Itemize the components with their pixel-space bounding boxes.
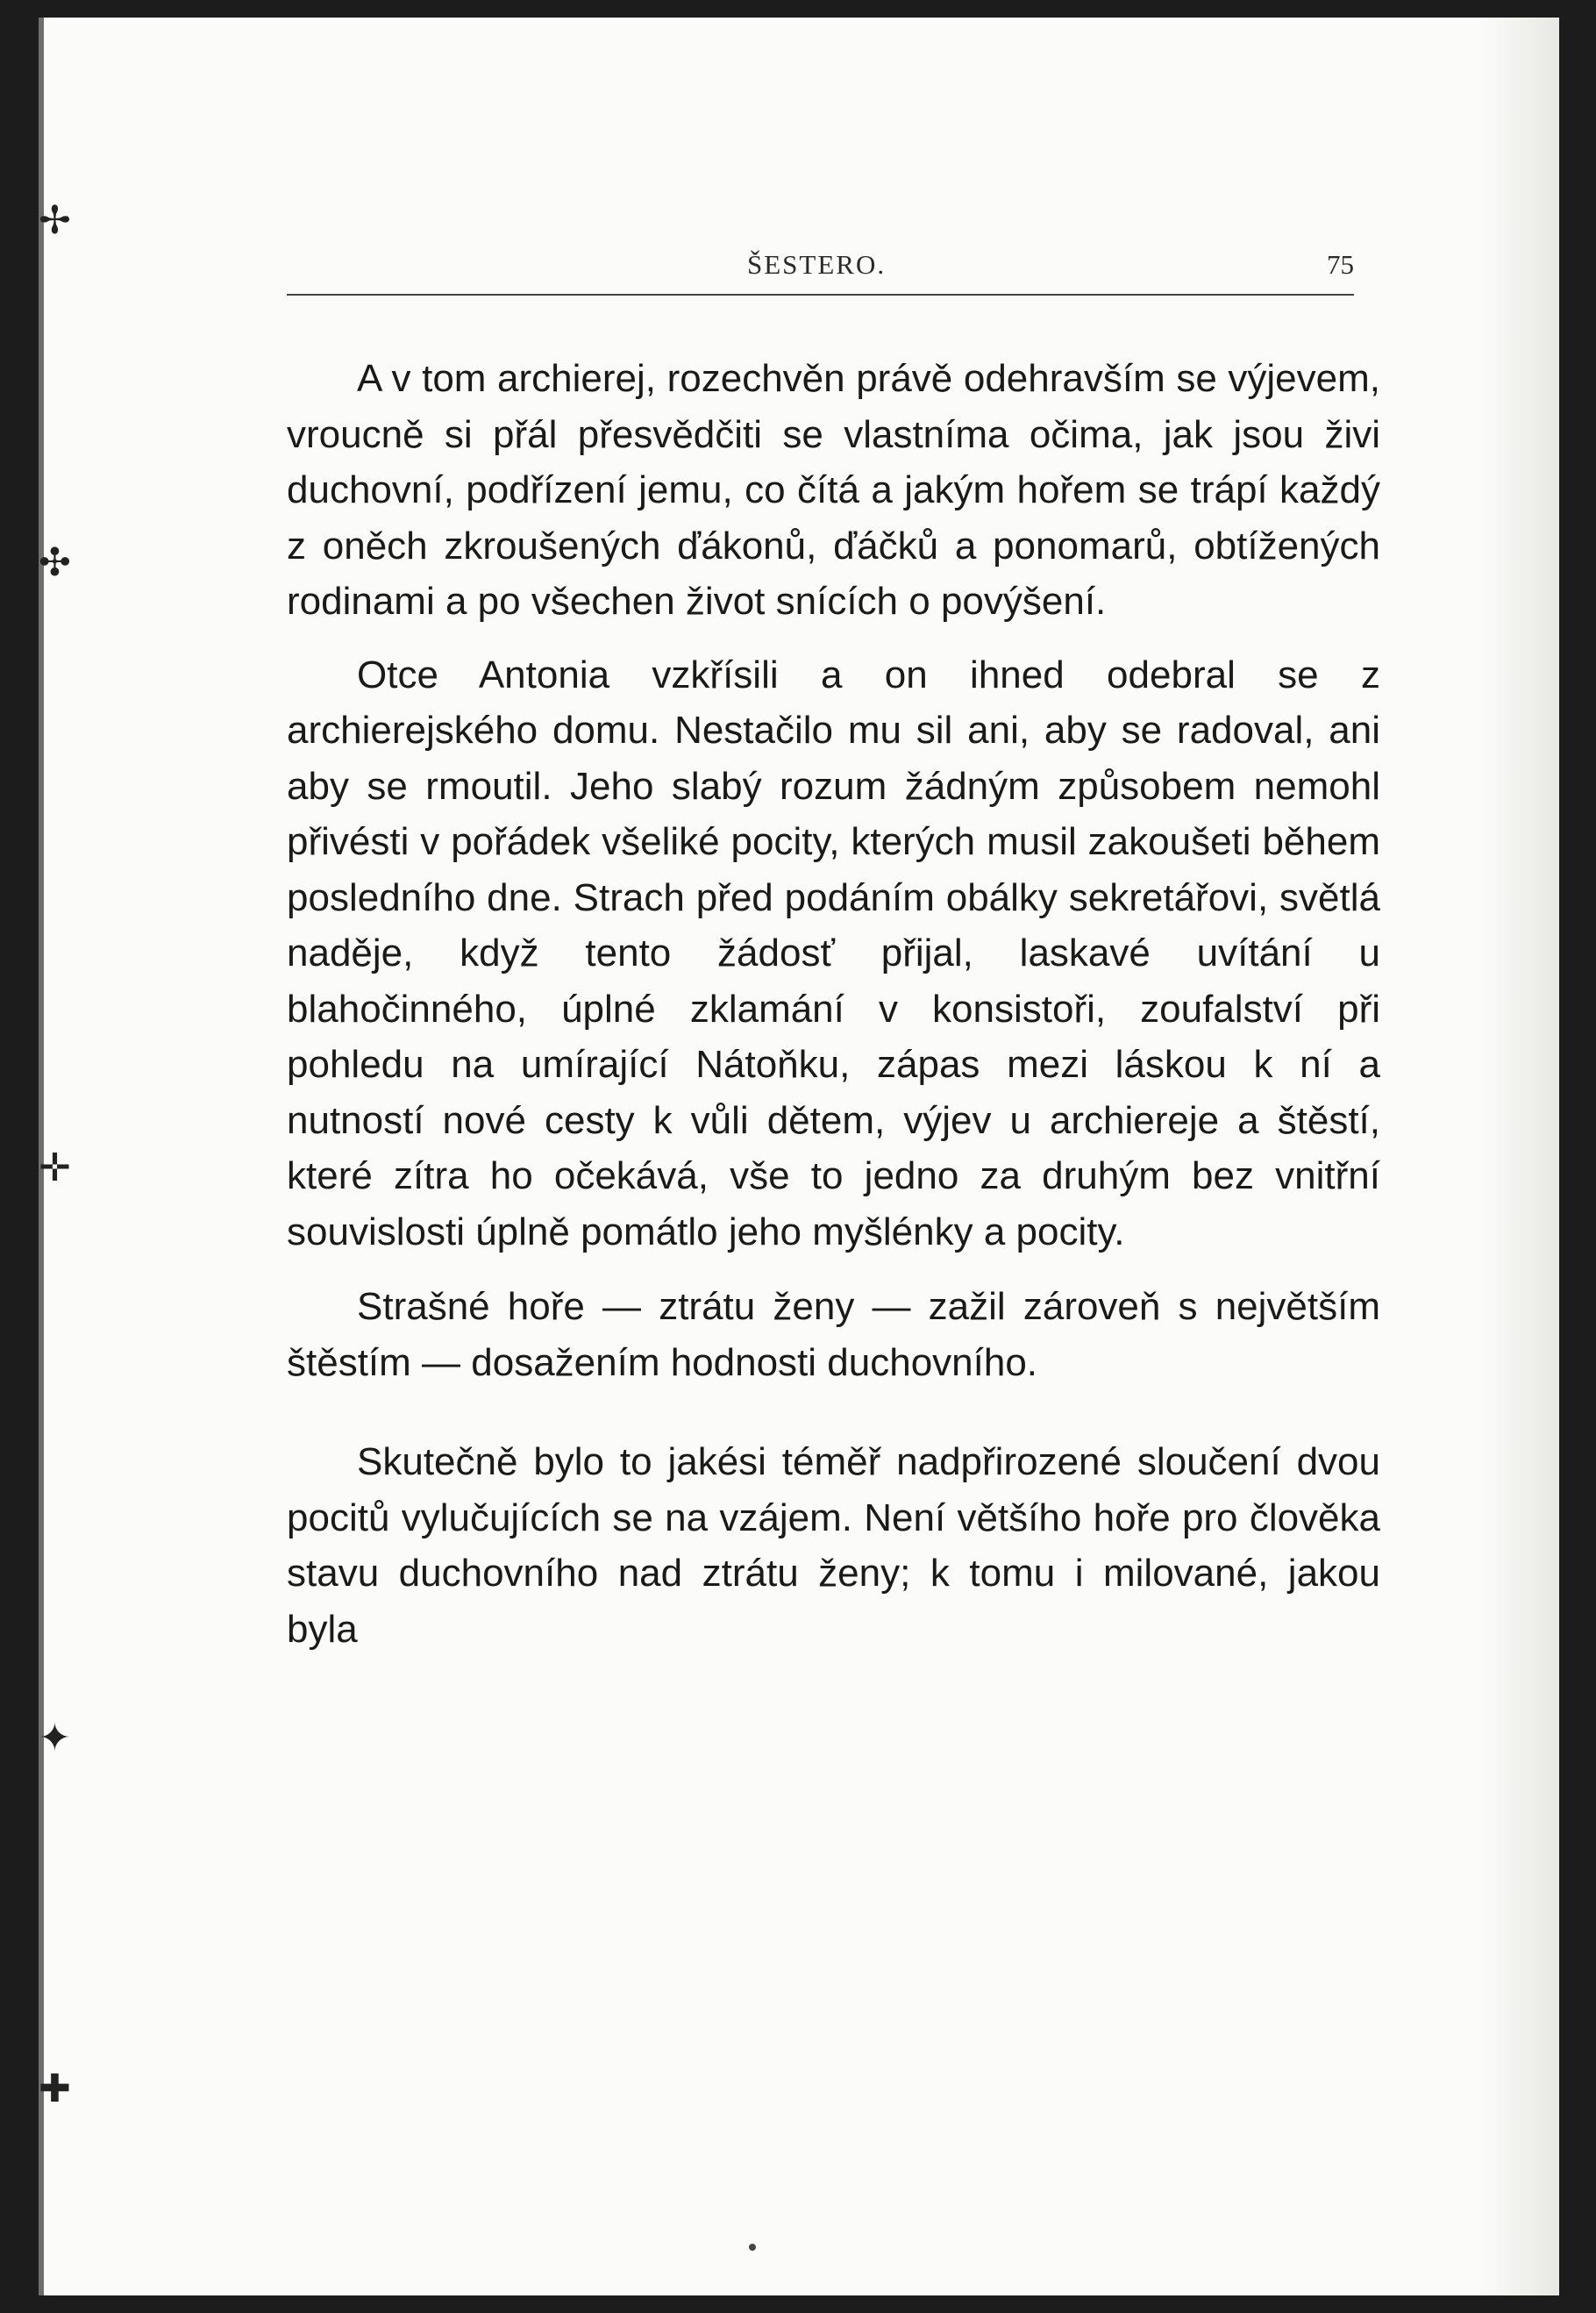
running-head [287,249,1354,284]
margin-mark: ✣ [39,541,71,584]
header-rule [287,294,1354,296]
margin-mark: ✢ [39,199,71,242]
paragraph: Otce Antonia vzkřísili a on ihned odebral se z archierejského domu. Nestačilo mu sil ani, aby se radoval, ani aby se rmoutil. Jeho slabý rozum žádným způsobem nemohl přivésti v pořádek všeliké pocity, kterých musil zakoušeti během posledního dne. Strach před podáním obálky sekretářovi, světlá naděje, když tento žádosť přijal, laskavé uvítání u blahočinného, úplné zklamání v konsistoři, zoufalství při pohledu na umírající Nátoňku, zápas mezi láskou k ní a nutností nové cesty k vůli dětem, výjev u archiereje a štěstí, které zítra ho očekává, vše to jedno za druhým bez vnitřní souvislosti úplně pomátlo jeho myšlénky a pocity. [287,653,1380,1253]
paragraph: Strašné hoře — ztrátu ženy — zažil zároveň s největším štěstím — dosažením hodnosti duchovního. [287,1285,1380,1384]
book-page [39,18,1559,2295]
margin-mark: ✦ [39,1717,71,1760]
margin-marks [39,18,91,2295]
paragraph: Skutečně bylo to jakési téměř nadpřirozené sloučení dvou pocitů vylučujících se na vzájem. Není většího hoře pro člověka stavu duchovního nad ztrátu ženy; k tomu i milované, jakou byla [287,1440,1380,1651]
running-title: ŠESTERO. [747,249,887,280]
paragraph: A v tom archierej, rozechvěn právě odehravším se výjevem, vroucně si přál přesvědčiti se vlastníma očima, jak jsou živi duchovní, podřízení jemu, co čítá a jakým hořem se trápí každý z oněch zkroušených ďákonů, ďáčků a ponomarů, obtížených rodinami a po všechen život snících o povýšení. [287,357,1380,623]
body-text [287,351,1380,1657]
print-speck [749,2244,756,2251]
margin-mark: ✚ [39,2067,71,2110]
margin-mark: ✛ [39,1146,71,1189]
page-number: 75 [1327,249,1354,280]
